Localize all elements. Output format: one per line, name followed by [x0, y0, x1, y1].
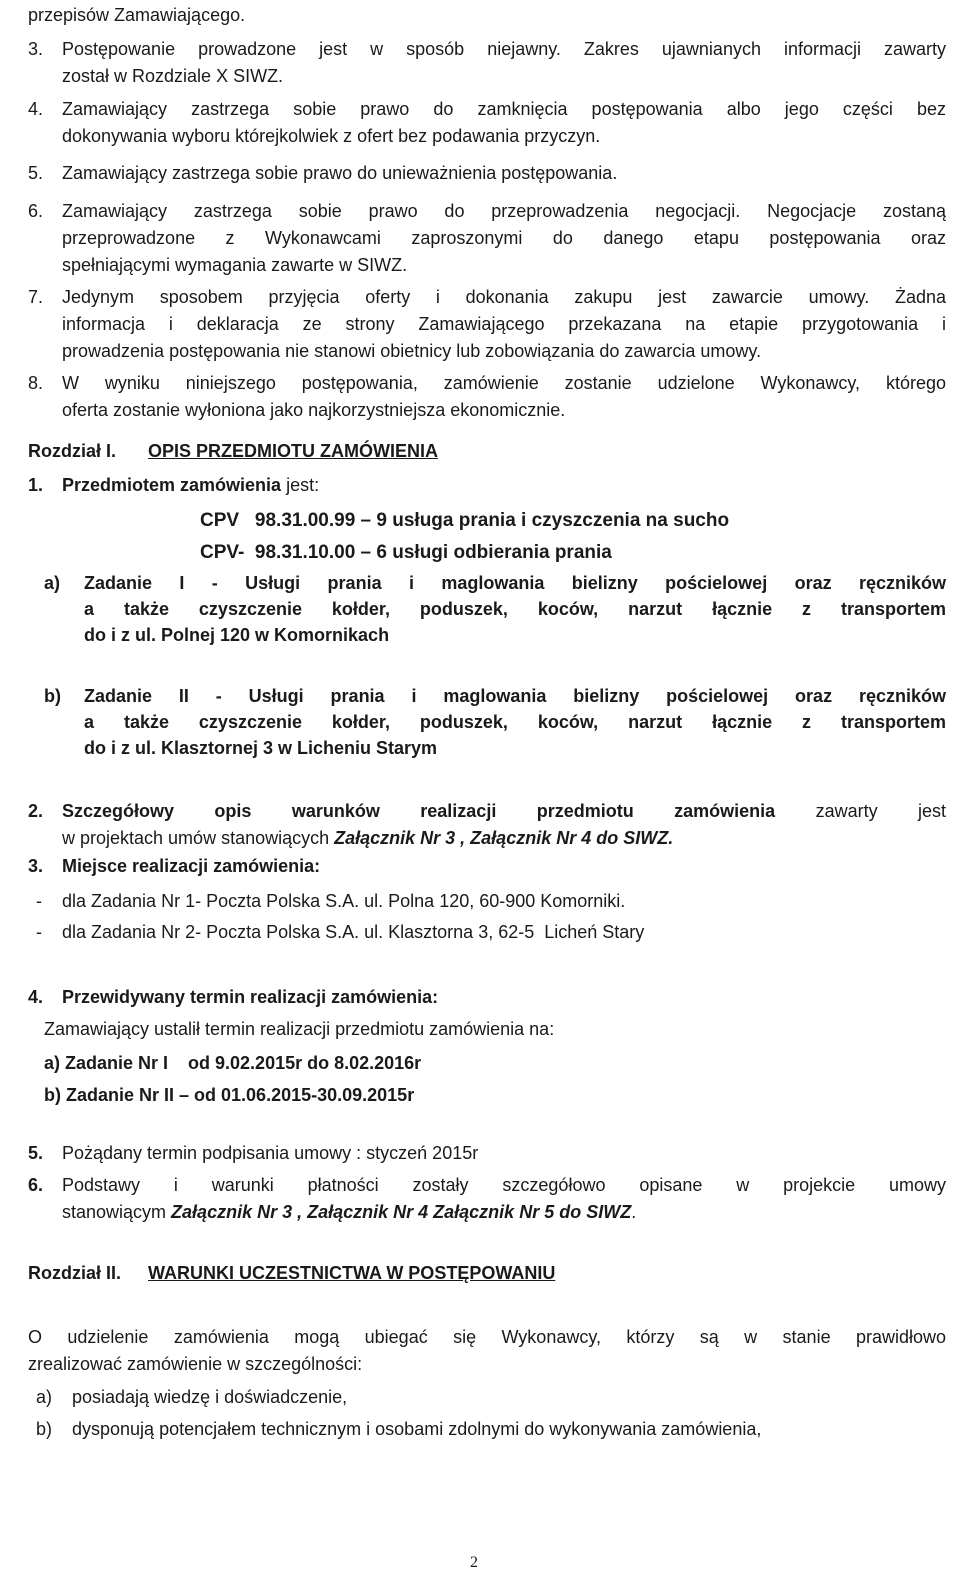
task-line: Zadanie II - Usługi prania i maglowania bielizny pościelowej oraz ręczników [84, 686, 946, 706]
condition-letter: b) [36, 1419, 53, 1439]
page-number: 2 [470, 1554, 478, 1571]
item-text-line: informacja i deklaracja ze strony Zamawiającego przekazana na etapie przygotowania i [62, 314, 946, 334]
condition-letter: a) [36, 1387, 53, 1407]
item-plain-text: zawarty jest [775, 801, 946, 821]
item-text-line: spełniającymi wymagania zawarte w SIWZ. [62, 255, 408, 275]
item-text-line: został w Rozdziale X SIWZ. [62, 66, 284, 86]
item-text-line: Podstawy i warunki płatności zostały szczegółowo opisane w projekcie umowy [62, 1175, 946, 1195]
chapter-2-intro-line: O udzielenie zamówienia mogą ubiegać się Wykonawcy, którzy są w stanie prawidłowo [28, 1327, 946, 1347]
item-number: 6. [28, 1175, 44, 1195]
place-text: dla Zadania Nr 2- Poczta Polska S.A. ul. Klasztorna 3, 62-5 Licheń Stary [62, 922, 645, 942]
chapter-title: OPIS PRZEDMIOTU ZAMÓWIENIA [148, 441, 438, 461]
item-text-line: Pożądany termin podpisania umowy : styczeń 2015r [62, 1143, 479, 1163]
item-text-line: dokonywania wyboru którejkolwiek z ofert bez podawania przyczyn. [62, 126, 601, 146]
attachment-reference: Załącznik Nr 3 , Załącznik Nr 4 do SIWZ. [334, 828, 674, 848]
item-number: 2. [28, 801, 44, 821]
item-text-line: Zamawiający zastrzega sobie prawo do przeprowadzenia negocjacji. Negocjacje zostaną [62, 201, 946, 221]
item-number: 8. [28, 373, 44, 393]
item-plain-text: . [631, 1202, 637, 1222]
item-number: 1. [28, 475, 44, 495]
task-line: do i z ul. Polnej 120 w Komornikach [84, 625, 390, 645]
item-text-line [62, 825, 673, 851]
term-a: a) Zadanie Nr I od 9.02.2015r do 8.02.2016r [44, 1053, 422, 1073]
chapter-title: WARUNKI UCZESTNICTWA W POSTĘPOWANIU [148, 1263, 556, 1283]
item-text-line: Zamawiający zastrzega sobie prawo do zamknięcia postępowania albo jego części bez [62, 99, 946, 119]
item-text-line: Zamawiający zastrzega sobie prawo do unieważnienia postępowania. [62, 163, 618, 183]
place-text: dla Zadania Nr 1- Poczta Polska S.A. ul. Polna 120, 60-900 Komorniki. [62, 891, 626, 911]
item-text-line: W wyniku niniejszego postępowania, zamówienie zostanie udzielone Wykonawcy, którego [62, 373, 946, 393]
item-text-line: Miejsce realizacji zamówienia: [62, 856, 321, 876]
task-letter: a) [44, 573, 61, 593]
item-number: 4. [28, 99, 44, 119]
item-text-line [62, 1199, 636, 1225]
item-number: 6. [28, 201, 44, 221]
item-text-line: Postępowanie prowadzone jest w sposób niejawny. Zakres ujawnianych informacji zawarty [62, 39, 946, 59]
item-bold-text: Szczegółowy opis warunków realizacji przedmiotu zamówienia [62, 801, 776, 821]
task-line: a także czyszczenie kołder, poduszek, koców, narzut łącznie z transportem [84, 599, 946, 619]
cpv-code-2: CPV- 98.31.10.00 – 6 usługi odbierania prania [200, 542, 612, 563]
condition-text: posiadają wiedzę i doświadczenie, [72, 1387, 348, 1407]
dash: - [36, 891, 42, 911]
item-number: 5. [28, 1143, 44, 1163]
item-number: 5. [28, 163, 44, 183]
item-text-line: przeprowadzone z Wykonawcami zaproszonymi do danego etapu postępowania oraz [62, 228, 946, 248]
task-line: do i z ul. Klasztornej 3 w Licheniu Starym [84, 738, 438, 758]
item-text-line [62, 472, 319, 498]
chapter-label: Rozdział I. [28, 441, 117, 461]
cpv-code-1: CPV 98.31.00.99 – 9 usługa prania i czyszczenia na sucho [200, 510, 730, 531]
item-number: 7. [28, 287, 44, 307]
item-number: 4. [28, 987, 44, 1007]
term-intro: Zamawiający ustalił termin realizacji przedmiotu zamówienia na: [44, 1019, 555, 1039]
item-number: 3. [28, 39, 44, 59]
intro-tail: przepisów Zamawiającego. [28, 5, 246, 25]
item-number: 3. [28, 856, 44, 876]
attachment-reference: Załącznik Nr 3 , Załącznik Nr 4 Załącznik Nr 5 do SIWZ [171, 1202, 632, 1222]
item-plain-text: w projektach umów stanowiących [62, 828, 335, 848]
term-b: b) Zadanie Nr II – od 01.06.2015-30.09.2015r [44, 1085, 415, 1105]
item-text-line: Jedynym sposobem przyjęcia oferty i dokonania zakupu jest zawarcie umowy. Żadna [62, 287, 946, 307]
task-line: Zadanie I - Usługi prania i maglowania bielizny pościelowej oraz ręczników [84, 573, 946, 593]
task-letter: b) [44, 686, 61, 706]
item-bold-text: Przedmiotem zamówienia [62, 475, 282, 495]
item-text-line: oferta zostanie wyłoniona jako najkorzystniejsza ekonomicznie. [62, 400, 566, 420]
condition-text: dysponują potencjałem technicznym i osobami zdolnymi do wykonywania zamówienia, [72, 1419, 762, 1439]
item-text-line: prowadzenia postępowania nie stanowi obietnicy lub zobowiązania do zawarcia umowy. [62, 341, 762, 361]
item-text-line: Przewidywany termin realizacji zamówienia: [62, 987, 439, 1007]
item-text-line [62, 798, 946, 824]
item-plain-text: stanowiącym [62, 1202, 172, 1222]
dash: - [36, 922, 42, 942]
item-plain-text: jest: [281, 475, 320, 495]
chapter-2-intro-line: zrealizować zamówienie w szczególności: [28, 1354, 363, 1374]
task-line: a także czyszczenie kołder, poduszek, koców, narzut łącznie z transportem [84, 712, 946, 732]
chapter-label: Rozdział II. [28, 1263, 122, 1283]
